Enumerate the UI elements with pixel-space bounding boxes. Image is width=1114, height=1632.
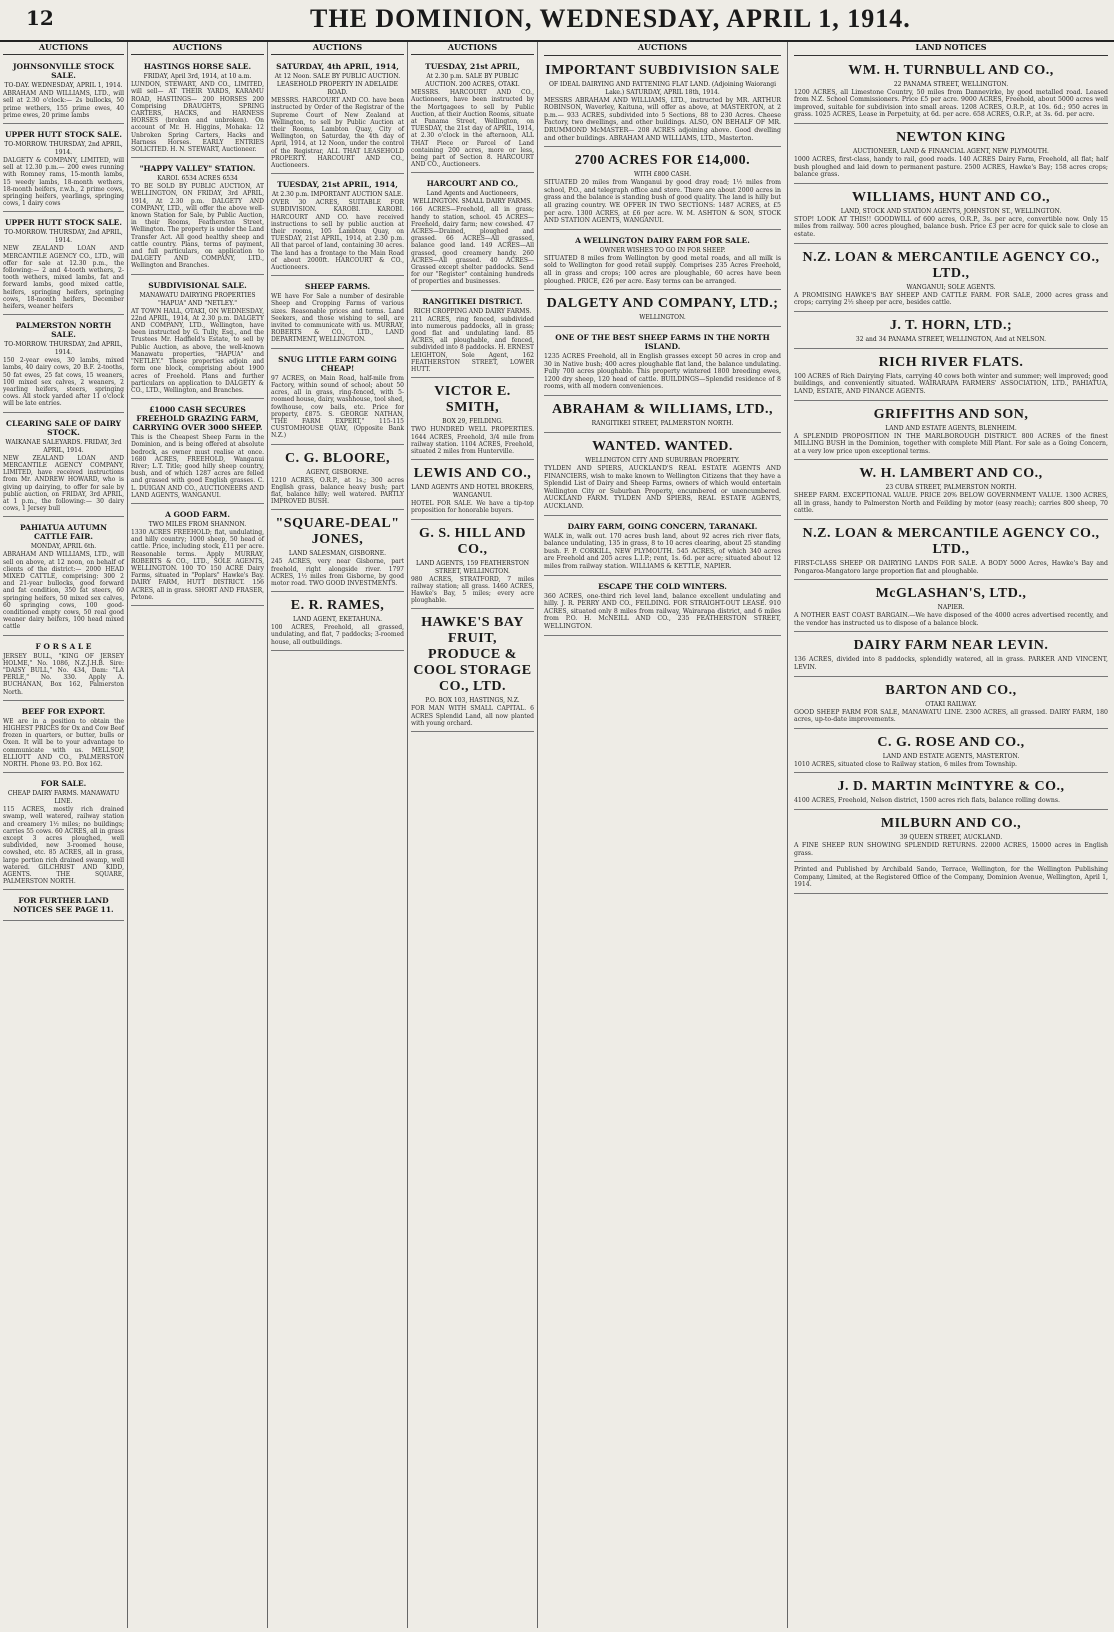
advertisement <box>271 176 404 276</box>
ad-body: WE have For Sale a number of desirable Sheep and Cropping Farms of various sizes. Reasonable prices and terms. Land Seekers, and those wishing to sell, are invited to communicate with us. MURRAY, ROBERTS & CO., LTD., LAND DEPARTMENT, WELLINGTON. <box>271 293 404 344</box>
ad-body: DALGETY & COMPANY, LIMITED, will sell at 12.30 p.m.— 200 ewes running with Romney rams, 15-month lambs, 15 weedy lambs, 18-month wethers, 18-month heifers, r.w.h., 2 prime cows, springing heifers, yearlings, springing cows, 1 dairy cows <box>3 157 124 208</box>
ad-body: 1330 ACRES FREEHOLD; flat, undulating, and hilly country; 1000 sheep, 50 head of cattle. Price, including stock, £11 per acre. Reasonable terms. Apply MURRAY, ROBERTS & CO., LTD., SOLE AGENTS, WELLINGTON. 100 TO 150 ACRE Dairy Farms, situated in "Poplars" Hawke's Bay. DAIRY FARM, HUTT DISTRICT. 156 ACRES, all in grass. SHORT AND FRASER, Petone. <box>131 528 264 601</box>
ad-body: 166 ACRES—Freehold, all in grass; handy to station, school. 45 ACRES—Freehold, dairy farm; new cowshed. 47 ACRES—Drained, ploughed and grassed. 66 ACRES—All grassed, balance good land. 149 ACRES—All grassed, good creamery handy. 260 ACRES—All grassed. 40 ACRES—Grassed except shelter paddocks. Send for our "Register" containing hundreds of properties and businesses. <box>411 206 534 286</box>
advertisement <box>411 462 534 519</box>
masthead <box>0 0 1114 42</box>
ad-subtitle: OTAKI RAILWAY. <box>925 700 977 708</box>
advertisement <box>794 126 1108 184</box>
advertisement <box>131 277 264 399</box>
advertisement <box>271 512 404 592</box>
advertisement <box>131 506 264 606</box>
ad-subtitle: 22 PANAMA STREET, WELLINGTON. <box>893 80 1009 88</box>
ad-title: RANGITIKEI DISTRICT. <box>422 296 523 306</box>
ad-title: ESCAPE THE COLD WINTERS. <box>598 581 727 591</box>
advertisement <box>794 462 1108 520</box>
advertisement <box>794 812 1108 862</box>
advertisement <box>544 149 781 230</box>
ad-title: E. R. RAMES, <box>290 598 385 614</box>
ad-subtitle: At 12 Noon. SALE BY PUBLIC AUCTION. LEASEHOLD PROPERTY IN ADELAIDE ROAD. <box>274 73 401 97</box>
ad-title: HASTINGS HORSE SALE. <box>143 62 252 72</box>
advertisement <box>3 892 124 921</box>
ad-subtitle: OWNER WISHES TO GO IN FOR SHEEP. <box>599 246 726 254</box>
page-number: 12 <box>26 6 54 30</box>
ad-subtitle: TO-MORROW. THURSDAY, 2nd APRIL, 1914. <box>4 341 123 357</box>
ad-subtitle: TO-MORROW. THURSDAY, 2nd APRIL, 1914. <box>4 229 123 245</box>
ad-title: CLEARING SALE OF DAIRY STOCK. <box>6 418 121 437</box>
ad-body: 136 ACRES, divided into 8 paddocks, splendidly watered, all in grass. PARKER AND VINCENT, LEVIN. <box>794 656 1108 672</box>
ad-title: McGLASHAN'S, LTD., <box>875 586 1027 602</box>
ad-title: PALMERSTON NORTH SALE. <box>15 321 112 340</box>
ad-body: MESSRS. HARCOURT AND CO., Auctioneers, have been instructed by the Mortgagees to sell by Public Auction, at their Auction Rooms, situate at Panama Street, Wellington, on TUESDAY, the 21st day of APRIL, 1914, at 2.30 o'clock in the afternoon, ALL THAT Piece or Parcel of Land containing 200 acres, more or less, being part of Section 8. HARCOURT AND CO., Auctioneers. <box>411 89 534 169</box>
ad-body: SHEEP FARM. EXCEPTIONAL VALUE. PRICE 20% BELOW GOVERNMENT VALUE. 1300 ACRES, all in grass, handy to Palmerston North and Feilding by motor (easy reach); carries 800 sheep, 70 cattle. <box>794 492 1108 515</box>
column-5 <box>538 42 788 1628</box>
ad-body: 245 ACRES, very near Gisborne, part freehold, right alongside river. 1797 ACRES, 1½ miles from Gisborne, by good motor road. TWO GOOD INVESTMENTS. <box>271 558 404 587</box>
advertisement <box>411 175 534 290</box>
advertisement <box>271 351 404 445</box>
ad-subtitle: At 2.30 p.m. SALE BY PUBLIC AUCTION. 200 ACRES, OTAKI. <box>425 73 520 89</box>
ad-subtitle: TWO MILES FROM SHANNON. <box>148 520 247 528</box>
section-heading: AUCTIONS <box>3 42 124 55</box>
advertisement <box>544 435 781 516</box>
ad-subtitle: AGENT, GISBORNE. <box>306 468 369 476</box>
ad-title: HAWKE'S BAY FRUIT, PRODUCE & COOL STORAGE CO., LTD. <box>413 615 532 695</box>
ad-body: LUNDON, STEWART, AND CO., LIMITED, will sell— AT THEIR YARDS, KARAMU ROAD, HASTINGS— 200 HORSES 200 Comprising DRAUGHTS, SPRING CARTERS, HACKS, and HARNESS HORSES (broken and unbroken). On account of Mr. H. Higgins, Mohaka: 12 Unbroken Spring Carters, Hacks and Harness Horses. EARLY ENTRIES SOLICITED. H. N. STEWART, Auctioneer. <box>131 81 264 154</box>
ad-title: F O R S A L E <box>35 641 92 651</box>
ad-subtitle: At 2.30 p.m. IMPORTANT AUCTION SALE. <box>271 191 404 199</box>
advertisement <box>3 58 124 124</box>
ad-subtitle: WELLINGTON. <box>639 314 686 322</box>
ad-subtitle: RICH CROPPING AND DAIRY FARMS. <box>413 307 532 315</box>
ad-title: JOHNSONVILLE STOCK SALE. <box>12 62 115 81</box>
ad-title: VICTOR E. SMITH, <box>434 384 511 416</box>
ad-title: NEWTON KING <box>896 129 1006 145</box>
ad-subtitle: LAND AND ESTATE AGENTS, BLENHEIM. <box>885 424 1017 432</box>
ad-body: FOR MAN WITH SMALL CAPITAL. 6 ACRES Splendid Land, all now planted with young orchard. <box>411 705 534 727</box>
advertisement <box>794 351 1108 401</box>
ad-body: 1010 ACRES, situated close to Railway station, 6 miles from Township. <box>794 760 1017 768</box>
ad-body: FIRST-CLASS SHEEP OR DAIRYING LANDS FOR SALE. A BODY 5000 Acres, Hawke's Bay and Pongaroa-Mangatoro large proportion flat and ploughable. <box>794 560 1108 575</box>
ad-body: 1235 ACRES Freehold, all in English grasses except 50 acres in crop and 30 in Native bush; 400 acres ploughable flat land, the balance undulating. Fully 700 acres ploughable. This property wintered 1800 breeding ewes, 1200 dry sheep, 120 head of cattle. BUILDINGS—Splendid residence of 8 rooms, with all modern conveniences. <box>544 353 781 391</box>
ad-title: UPPER HUTT STOCK SALE. <box>5 130 122 140</box>
advertisement <box>794 59 1108 124</box>
ad-body: HOTEL FOR SALE. We have a tip-top proposition for honorable buyers. <box>411 500 534 515</box>
ad-subtitle: NAPIER. <box>937 604 965 612</box>
page-columns <box>0 42 1114 1632</box>
section-heading: AUCTIONS <box>131 42 264 55</box>
ad-subtitle: LAND SALESMAN, GISBORNE. <box>288 550 387 558</box>
ad-subtitle: Land Agents and Auctioneers, WELLINGTON. SMALL DAIRY FARMS. <box>412 190 533 206</box>
advertisement <box>794 246 1108 312</box>
ad-body: MESSRS ABRAHAM AND WILLIAMS, LTD., instructed by MR. ARTHUR ROBINSON, Waverley, Kaituna, will offer as above, at MASTERTON, at 2 p.m.— 933 ACRES, subdivided into 5 Sections, 88 to 230 Acres. Cheese Factory, two dwellings, and other buildings. ALSO, ON BEHALF OF MR. DRUMMOND McMASTER— 208 ACRES adjoining above. Good dwelling and other buildings. ABRAHAM AND WILLIAMS, LTD., Masterton. <box>544 96 781 142</box>
advertisement <box>3 775 124 890</box>
ad-body: TWO HUNDRED WELL PROPERTIES. 1644 ACRES, Freehold, 3/4 mile from railway station. 1104 ACRES, Freehold, situated 2 miles from Hunterville. <box>411 426 534 455</box>
ad-body: 1210 ACRES, O.R.P., at 1s.; 300 acres English grass, balance heavy bush; part flat, balance hilly; well watered. PARTLY IMPROVED BUSH. <box>271 476 404 506</box>
ad-subtitle: LAND AGENTS, 159 FEATHERSTON STREET, WELLINGTON. <box>415 559 530 575</box>
ad-subtitle: LAND, STOCK AND STATION AGENTS, JOHNSTON ST., WELLINGTON. <box>840 207 1062 215</box>
ad-subtitle: WITH £800 CASH. <box>633 171 692 179</box>
advertisement <box>131 160 264 274</box>
ad-body: A NOTHER EAST COAST BARGAIN.—We have disposed of the 4000 acres advertised recently, and the vendor has instructed us to dispose of a balance block. <box>794 612 1108 627</box>
ad-body: 360 ACRES, one-third rich level land, balance excellent undulating and hilly. J. R. PERRY AND CO., FEILDING. FOR STRAIGHT-OUT LEASE. 910 ACRES, situated only 8 miles from railway, Wairarapa district, and 6 miles from P.O. H. McNEILL AND CO., 235 FEATHERSTON STREET, WELLINGTON. <box>544 592 781 630</box>
ad-body: 211 ACRES, ring fenced, subdivided into numerous paddocks, all in grass; good flat and undulating land. 85 ACRES, all ploughable, and fenced, subdivided into 8 paddocks. H. ERNEST LEIGHTON, Sole Agent, 162 FEATHERSTON STREET, LOWER HUTT. <box>411 315 534 374</box>
advertisement <box>794 634 1108 676</box>
ad-title: "SQUARE-DEAL" JONES, <box>275 516 400 548</box>
ad-body: TYLDEN AND SPIERS, AUCKLAND'S REAL ESTATE AGENTS AND FINANCIERS, wish to make known to Wellington Citizens that they have a Splendid List of Dairy and Sheep Farms, owners of which would entertain Wellington City or Suburban Property, encumbered or unencumbered. AUCKLAND FARM. TYLDEN AND SPIERS, REAL ESTATE AGENTS, AUCKLAND. <box>544 465 781 511</box>
ad-title: FOR FURTHER LAND NOTICES SEE PAGE 11. <box>13 896 114 915</box>
ad-body: WALK in, walk out. 170 acres bush land, about 92 acres rich river flats, balance undulating, 135 in grass, 8 to 10 acres clearing, about 25 standing bush. F. P. CORKILL, NEW PLYMOUTH. 545 ACRES, of which 340 acres are Freehold and 205 acres L.I.P.; rent, 1s. 6d. per acre; situated about 12 miles from railway station. WILLIAMS & KETTLE, NAPIER. <box>544 532 781 570</box>
ad-title: DALGETY AND COMPANY, LTD.; <box>546 296 779 312</box>
ad-subtitle: BOX 29, FEILDING. <box>442 418 503 426</box>
ad-title: SUBDIVISIONAL SALE. <box>148 280 247 290</box>
advertisement <box>544 578 781 636</box>
ad-title: GRIFFITHS AND SON, <box>873 406 1029 422</box>
advertisement <box>3 317 124 412</box>
advertisement <box>271 594 404 651</box>
ad-subtitle: MONDAY, APRIL 6th. <box>30 543 97 551</box>
column-3 <box>268 42 408 1628</box>
ad-title: 2700 ACRES FOR £14,000. <box>574 153 751 169</box>
ad-title: BEEF FOR EXPORT. <box>21 706 106 716</box>
ad-title: HARCOURT AND CO., <box>426 179 519 189</box>
ad-title: DAIRY FARM, GOING CONCERN, TARANAKI. <box>567 521 758 531</box>
advertisement <box>794 522 1108 580</box>
ad-title: N.Z. LOAN & MERCANTILE AGENCY CO., LTD., <box>802 526 1100 558</box>
advertisement <box>3 126 124 212</box>
advertisement <box>3 214 124 315</box>
ad-body: This is the Cheapest Sheep Farm in the Dominion, and is being offered at absolute bedrock, as owner must realise at once. 1680 ACRES, FREEHOLD, Wanganui River; L.T. Title; good hilly sheep country, bush, and of which 1287 acres are felled and grassed with good English grasses. C. L. DUIGAN AND CO., AUCTIONEERS AND LAND AGENTS, WANGANUI. <box>131 434 264 499</box>
advertisement <box>794 314 1108 349</box>
advertisement <box>544 232 781 290</box>
ad-body: MESSRS. HARCOURT AND CO. have been instructed by Order of the Registrar of the Supreme Court of New Zealand at Wellington, to sell by Public Auction at their Rooms, Lambton Quay, City of Wellington, on Saturday, the 4th day of April, 1914, at 12 Noon, under the control of the Registrar, ALL THAT LEASEHOLD PROPERTY. HARCOURT AND CO., Auctioneers. <box>271 97 404 170</box>
ad-title: J. D. MARTIN McINTYRE & CO., <box>837 779 1065 795</box>
advertisement <box>794 186 1108 244</box>
ad-title: LEWIS AND CO., <box>413 466 532 482</box>
advertisement <box>794 403 1108 461</box>
advertisement <box>131 58 264 158</box>
ad-body: SITUATED 8 miles from Wellington by good metal roads, and all milk is sold to Wellington for good retail supply. Comprises 235 Acres Freehold, all in grass and crops; 100 acres are ploughable, 60 acres have been ploughed. PRICE, £26 per acre. Easy terms can be arranged. <box>544 254 781 285</box>
ad-title: IMPORTANT SUBDIVISION SALE <box>545 62 780 78</box>
ad-title: W. H. LAMBERT AND CO., <box>859 466 1043 482</box>
column-2 <box>128 42 268 1628</box>
advertisement <box>544 518 781 576</box>
ad-subtitle: TO-DAY. WEDNESDAY, APRIL 1, 1914. <box>4 82 123 90</box>
ad-title: TUESDAY, 21st APRIL, 1914, <box>277 180 398 190</box>
ad-body: SITUATED 20 miles from Wanganui by good dray road; 1½ miles from school, P.O., and telegraph office and store. There are about 2000 acres in grass and the balance is standing bush of good quality. The land is hilly but all grazing country. WE OFFER IN TWO SECTIONS: 1487 ACRES, at £5 per acre. 1300 ACRES, at £6 per acre. W. M. ASHTON & SON, STOCK AND STATION AGENTS, WANGANUI. <box>544 179 781 225</box>
advertisement <box>794 775 1108 810</box>
ad-body: 150 2-year ewes, 30 lambs, mixed lambs, 40 dairy cows, 20 B.F. 2-tooths, 50 fat ewes, 25 fat cows, 15 weaners, 100 mixed sex calves, 2 weaners, 2 yearling heifers, steers, springing cows. All stock yarded after 11 o'clock will be late entries. <box>3 357 124 408</box>
ad-body: GOOD SHEEP FARM FOR SALE, MANAWATU LINE. 2300 ACRES, all grassed. DAIRY FARM, 180 acres, up-to-date improvements. <box>794 708 1108 724</box>
ad-subtitle: P.O. BOX 103, HASTINGS, N.Z. <box>425 697 520 705</box>
ad-title: C. G. ROSE AND CO., <box>877 734 1025 750</box>
advertisement <box>3 703 124 773</box>
section-heading: AUCTIONS <box>411 42 534 55</box>
ad-body: AT TOWN HALL, OTAKI, ON WEDNESDAY, 22nd APRIL, 1914, At 2.30 p.m. DALGETY AND COMPANY, LTD., Wellington, have been instructed by G. Tully, Esq., and the Trustees Mr. Hadfield's Estate, to sell by Public Auction, as above, the well-known Manawatu properties, "HAPUA" and "NETLEY." These properties adjoin and form one block, comprising about 1900 acres of Freehold. Plans and further particulars on application to DALGETY & CO., LTD., Wellington, and Branches. <box>131 307 264 394</box>
ad-body: JERSEY BULL, "KING OF JERSEY HOLME," No. 1086, N.Z.J.H.B. Sire: "DAISY BULL," No. 434, Dam: "LA PERLE," No. 330. Apply A. BUCHANAN, Box 162, Palmerston North. <box>3 652 124 696</box>
ad-title: BARTON AND CO., <box>885 682 1017 698</box>
advertisement <box>794 582 1108 632</box>
advertisement <box>411 293 534 379</box>
ad-title: WILLIAMS, HUNT AND CO., <box>852 189 1050 205</box>
ad-title: DAIRY FARM NEAR LEVIN. <box>853 638 1049 654</box>
ad-body: NEW ZEALAND LOAN AND MERCANTILE AGENCY CO., LTD., will offer for sale at 12.30 p.m., the following:— 2 and 4-tooth wethers, 2-tooth wethers, mixed lambs, fat and forward lambs, good mixed cattle, heifers, springing heifers, springing cows, 18-month heifers, December heifers, weaner heifers <box>3 245 124 311</box>
ad-title: WANTED. WANTED. <box>592 439 733 455</box>
ad-body: A SPLENDID PROPOSITION IN THE MARLBOROUGH DISTRICT. 800 ACRES of the finest MILLING BUSH in the Dominion, together with complete Mill Plant. For sale as a Going Concern, at a very low price upon exceptional terms. <box>794 432 1108 455</box>
ad-title: A WELLINGTON DAIRY FARM FOR SALE. <box>575 235 750 245</box>
ad-subtitle: OF IDEAL DAIRYING AND FATTENING FLAT LAND. (Adjoining Waiorangi Lake.) SATURDAY, APRIL 18th, 1914. <box>548 80 777 96</box>
ad-subtitle: CHEAP DAIRY FARMS. MANAWATU LINE. <box>7 790 120 806</box>
ad-subtitle: RANGITIKEI STREET, PALMERSTON NORTH. <box>591 420 734 428</box>
ad-body: Printed and Published by Archibald Sando, Terrace, Wellington, for the Wellington Publishing Company, Limited, at the Registered Office of the Company, Dominion Avenue, Wellington, April 1, 1914. <box>794 866 1108 889</box>
ad-subtitle: 23 CUBA STREET, PALMERSTON NORTH. <box>885 484 1017 492</box>
ad-subtitle: KAROI. 6534 ACRES 6534 <box>157 175 238 183</box>
ad-body: 980 ACRES, STRATFORD, 7 miles railway station; all grass. 1460 ACRES, Hawke's Bay, 5 miles; every acre ploughable. <box>411 575 534 605</box>
column-4 <box>408 42 538 1628</box>
ad-title: ABRAHAM & WILLIAMS, LTD., <box>552 402 773 418</box>
advertisement <box>544 292 781 327</box>
advertisement <box>3 638 124 701</box>
ad-subtitle: LAND AGENTS AND HOTEL BROKERS, WANGANUI. <box>411 484 534 500</box>
ad-title: TUESDAY, 21st APRIL, <box>425 62 520 72</box>
advertisement <box>794 864 1108 894</box>
column-6 <box>788 42 1114 1628</box>
ad-subtitle: WAIKANAE SALEYARDS. FRIDAY, 3rd APRIL, 1914. <box>5 438 122 454</box>
ad-title: J. T. HORN, LTD.; <box>889 317 1013 333</box>
advertisement <box>544 59 781 148</box>
ad-title: ONE OF THE BEST SHEEP FARMS IN THE NORTH ISLAND. <box>555 333 770 352</box>
ad-body: OVER 30 ACRES, SUITABLE FOR SUBDIVISION. KAROBI. KAROBI. HARCOURT AND CO. have received instructions to sell by public auction at their rooms, 105 Lambton Quay, on TUESDAY, 21st APRIL, 1914, at 2.30 p.m. All that parcel of land, containing 30 acres. The land has a frontage to the Main Road of about 2000ft. HARCOURT & CO., Auctioneers. <box>271 199 404 272</box>
ad-title: MILBURN AND CO., <box>880 816 1022 831</box>
advertisement <box>271 447 404 511</box>
ad-body: 100 ACRES of Rich Dairying Flats, carrying 40 cows both winter and summer; well improved; good buildings, and conveniently situated. WAIRARAPA FARMERS' ASSOCIATION, LTD., PAHIATUA, LAND, ESTATE, AND FINANCE AGENTS. <box>794 372 1108 395</box>
ad-title: £1000 CASH SECURES FREEHOLD GRAZING FARM, CARRYING OVER 3000 SHEEP. <box>132 405 263 433</box>
ad-title: WM. H. TURNBULL AND CO., <box>848 62 1054 78</box>
ad-body: NEW ZEALAND LOAN AND MERCANTILE AGENCY COMPANY, LIMITED, have received instructions from Mr. ANDREW HOWARD, who is giving up dairying, to offer for sale by public auction, on FRIDAY, 3rd APRIL, at 1 p.m., the following:— 30 dairy cows, 1 Jersey bull <box>3 454 124 513</box>
ad-body: A FINE SHEEP RUN SHOWING SPLENDID RETURNS. 22000 ACRES, 15000 acres in English grass. <box>794 842 1108 857</box>
ad-title: G. S. HILL AND CO., <box>419 525 526 557</box>
advertisement <box>411 522 534 610</box>
ad-body: STOP! LOOK AT THIS!! GOODWILL of 600 acres, O.R.P., 3s. per acre, convertible now. Only 15 miles from railway. 500 acres ploughed, balance bush. Price £3 per acre for quick sale to close an estate. <box>794 215 1108 238</box>
advertisement <box>131 401 264 504</box>
ad-body: 4100 ACRES, Freehold, Nelson district, 1500 acres rich flats, balance rolling downs. <box>794 797 1060 805</box>
advertisement <box>411 380 534 460</box>
ad-subtitle: MANAWATU DAIRYING PROPERTIES "HAPUA" AND "NETLEY." <box>139 291 256 307</box>
ad-title: FOR SALE. <box>40 779 87 789</box>
ad-subtitle: FRIDAY, April 3rd, 1914, at 10 a.m. <box>143 73 252 81</box>
ad-title: PAHIATUA AUTUMN CATTLE FAIR. <box>20 523 107 542</box>
ad-body: 97 ACRES, on Main Road, half-mile from Factory, within sound of school; about 50 acres, all in grass, ring-fenced, with 5-roomed house, dairy, washhouse, tool shed, fowlhouse, cow bails, etc. Price for property, £875. S. GEORGE NATHAN, "THE FARM EXPERT," 115-115 CUSTOMHOUSE QUAY, (Opposite Bank N.Z.) <box>271 374 404 440</box>
newspaper-title: THE DOMINION, WEDNESDAY, APRIL 1, 1914. <box>310 4 911 33</box>
advertisement <box>794 731 1108 774</box>
ad-title: SNUG LITTLE FARM GOING CHEAP! <box>278 354 397 373</box>
ad-subtitle: AUCTIONEER, LAND & FINANCIAL AGENT, NEW PLYMOUTH. <box>853 147 1049 155</box>
advertisement <box>411 58 534 173</box>
ad-body: 1000 ACRES, first-class, handy to rail, good roads. 140 ACRES Dairy Farm, Freehold, all flat; half bush ploughed and laid down to permanent pasture. 2500 ACRES, Hawke's Bay; 158 acres crops; balance grass. <box>794 155 1108 179</box>
column-1 <box>0 42 128 1628</box>
ad-title: A GOOD FARM. <box>165 509 230 519</box>
ad-subtitle: 39 QUEEN STREET, AUCKLAND. <box>899 834 1003 841</box>
ad-title: "HAPPY VALLEY" STATION. <box>139 164 256 174</box>
ad-title: UPPER HUTT STOCK SALE. <box>5 218 122 228</box>
advertisement <box>544 329 781 396</box>
ad-title: SHEEP FARMS. <box>304 282 371 292</box>
advertisement <box>271 58 404 174</box>
ad-body: A PROMISING HAWKE'S BAY SHEEP AND CATTLE FARM. FOR SALE, 2000 acres grass and crops; carrying 2½ sheep per acre, besides cattle. <box>794 291 1108 307</box>
ad-title: N.Z. LOAN & MERCANTILE AGENCY CO., LTD., <box>802 249 1100 281</box>
ad-body: 115 ACRES, mostly rich drained swamp, well watered, railway station and creamery 1½ miles; no buildings; carries 55 cows. 60 ACRES, all in grass except 3 acres ploughed, well subdivided, new 3-roomed house, cowshed, etc. 85 ACRES, all in grass, large portion rich drained swamp, well watered. GILCHRIST AND KIDD, AGENTS. THE SQUARE, PALMERSTON NORTH. <box>3 806 124 886</box>
ad-body: ABRAHAM AND WILLIAMS, LTD., will sell at 2.30 o'clock:— 2s bullocks, 50 prime wethers, 155 prime ewes, 40 prime ewes, 20 prime lambs <box>3 90 124 119</box>
ad-body: WE are in a position to obtain the HIGHEST PRICES for Ox and Cow Beef frozen in quarters, or butter, bulls or Oxen. It will be to your advantage to communicate with us. MELLSOP, ELLIOTT AND CO., PALMERSTON NORTH. Phone 93. P.O. Box 162. <box>3 717 124 768</box>
ad-body: 100 ACRES, Freehold, all grassed, undulating, and flat, 7 paddocks; 3-roomed house, all outbuildings. <box>271 624 404 646</box>
advertisement <box>411 611 534 732</box>
ad-title: RICH RIVER FLATS. <box>878 354 1024 370</box>
ad-subtitle: WELLINGTON CITY AND SUBURBAN PROPERTY. <box>585 457 740 465</box>
ad-body: ABRAHAM AND WILLIAMS, LTD., will sell on above, at 12 noon, on behalf of clients of the district:— 2000 HEAD MIXED CATTLE, comprising: 300 2 and 21-year bullocks, good forward and fat condition, 350 fat steers, 60 springing heifers, 50 mixed sex calves, 60 springing cows, 100 good-conditioned empty cows, 50 real good weaner dairy heifers, 100 head mixed cattle <box>3 551 124 631</box>
ad-subtitle: LAND AGENT, EKETAHUNA. <box>292 616 382 624</box>
ad-body: 1200 ACRES, all Limestone Country, 50 miles from Dannevirke, by good metalled road. Leased from N.Z. School Commissioners. Price £5 per acre. 9000 ACRES, Freehold, about 5000 acres well improved, suitable for subdivision into small areas. 1208 ACRES, O.R.P., at 10s. 6d.; 950 acres in grass. 1025 ACRES, Lease in Perpetuity, at 6d. per acre. 658 ACRES, O.R.P., at 3s. 6d. per acre. <box>794 88 1108 119</box>
ad-subtitle: 32 and 34 PANAMA STREET, WELLINGTON, And at NELSON. <box>855 335 1047 343</box>
ad-body: TO BE SOLD BY PUBLIC AUCTION, AT WELLINGTON, ON FRIDAY, 3rd APRIL, 1914, At 2.30 p.m. DALGETY AND COMPANY, LTD., will offer the above well-known Station for Sale, by Public Auction, in their Rooms, Featherston Street, Wellington. The property is under the Land Transfer Act. All good healthy sheep and cattle country. Plans, terms of payment, and full particulars, on application to DALGETY AND COMPANY, LTD., Wellington and Branches. <box>131 183 264 270</box>
advertisement <box>794 679 1108 729</box>
ad-title: SATURDAY, 4th APRIL, 1914, <box>276 62 399 72</box>
section-heading: AUCTIONS <box>544 42 781 56</box>
advertisement <box>544 398 781 433</box>
advertisement <box>271 278 404 348</box>
section-heading: LAND NOTICES <box>794 42 1108 56</box>
ad-subtitle: LAND AND ESTATE AGENTS, MASTERTON. <box>882 752 1020 760</box>
advertisement <box>3 415 124 518</box>
ad-subtitle: WANGANUI; SOLE AGENTS. <box>906 283 996 291</box>
advertisement <box>3 519 124 635</box>
section-heading: AUCTIONS <box>271 42 404 55</box>
ad-subtitle: TO-MORROW. THURSDAY, 2nd APRIL, 1914. <box>4 141 123 157</box>
ad-title: C. G. BLOORE, <box>285 450 390 466</box>
